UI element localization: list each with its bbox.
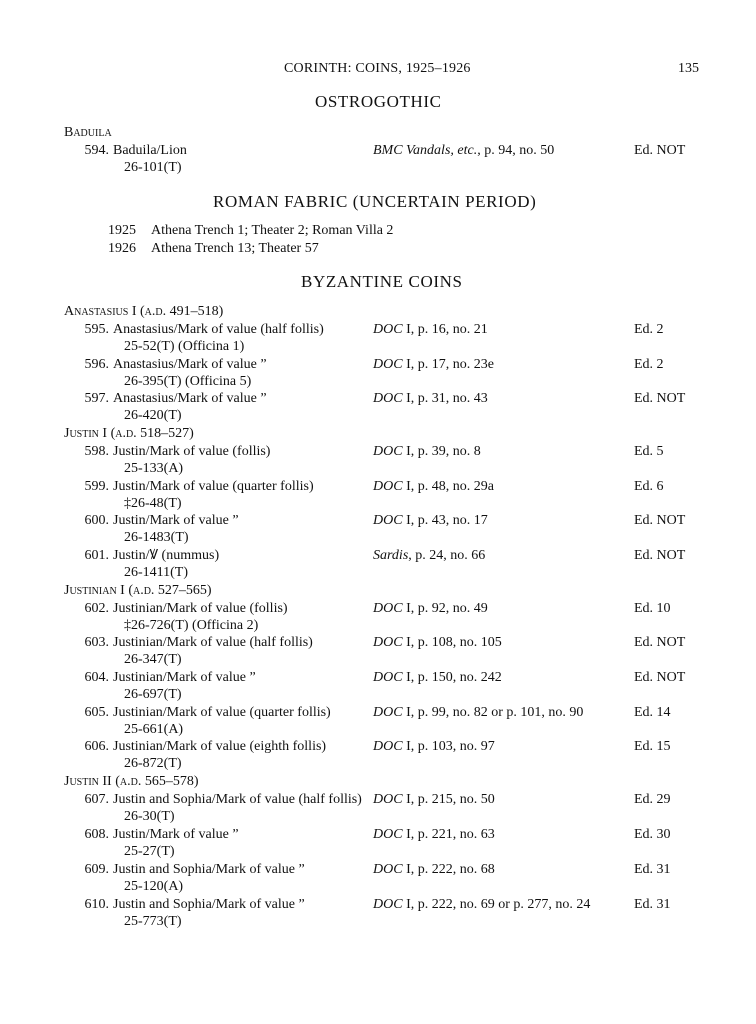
reference-source: DOC xyxy=(373,670,403,685)
entry-number: 598. xyxy=(84,444,109,459)
reference-location: I, p. 43, no. 17 xyxy=(402,513,488,528)
entry-inventory: 26-697(T) xyxy=(124,687,182,702)
entry-reference xyxy=(373,704,583,721)
entry-reference xyxy=(373,390,488,407)
entry-edition: Ed. 6 xyxy=(634,479,664,494)
reference-source: DOC xyxy=(373,705,403,720)
entry-reference xyxy=(373,142,554,159)
entry-number: 595. xyxy=(84,322,109,337)
reference-location: I, p. 39, no. 8 xyxy=(402,444,481,459)
entry-edition: Ed. 5 xyxy=(634,444,664,459)
entry-number: 600. xyxy=(84,513,109,528)
entry-edition: Ed. NOT xyxy=(634,391,686,406)
entry-inventory: 25-120(A) xyxy=(124,879,184,894)
entry-number: 602. xyxy=(84,601,109,616)
entry-inventory: 26-420(T) xyxy=(124,408,182,423)
reference-source: DOC xyxy=(373,391,403,406)
entry-edition: Ed. NOT xyxy=(634,143,686,158)
ruler-heading: Justinian I (a.d. 527–565) xyxy=(64,583,212,598)
entry-edition: Ed. NOT xyxy=(634,513,686,528)
entry-reference xyxy=(373,600,488,617)
entry-description: Justin/Mark of value ” xyxy=(113,513,239,528)
entry-description: Anastasius/Mark of value (half follis) xyxy=(113,322,324,337)
roman-fabric-year: 1926 xyxy=(108,241,136,256)
entry-reference xyxy=(373,861,495,878)
entry-inventory: 26-395(T) (Officina 5) xyxy=(124,374,252,389)
reference-source: DOC xyxy=(373,322,403,337)
reference-location: I, p. 215, no. 50 xyxy=(402,792,495,807)
entry-reference xyxy=(373,791,495,808)
reference-location: I, p. 48, no. 29a xyxy=(402,479,494,494)
entry-reference xyxy=(373,512,488,529)
entry-description: Justin/Ꝟ (nummus) xyxy=(113,548,220,563)
entry-reference xyxy=(373,669,502,686)
reference-source: DOC xyxy=(373,635,403,650)
entry-edition: Ed. NOT xyxy=(634,548,686,563)
entry-description: Justinian/Mark of value (follis) xyxy=(113,601,288,616)
entry-description: Justinian/Mark of value (quarter follis) xyxy=(113,705,331,720)
entry-description: Justinian/Mark of value (eighth follis) xyxy=(113,739,327,754)
section-title-ostrogothic: OSTROGOTHIC xyxy=(315,92,442,111)
entry-number: 599. xyxy=(84,479,109,494)
entry-edition: Ed. 10 xyxy=(634,601,671,616)
reference-location: , p. 24, no. 66 xyxy=(408,548,486,563)
running-header: CORINTH: COINS, 1925–1926 xyxy=(284,61,471,76)
reference-source: DOC xyxy=(373,862,403,877)
reference-location: I, p. 92, no. 49 xyxy=(402,601,488,616)
entry-reference xyxy=(373,321,488,338)
entry-inventory: 26-1483(T) xyxy=(124,530,189,545)
reference-source: DOC xyxy=(373,827,403,842)
entry-inventory: 25-52(T) (Officina 1) xyxy=(124,339,245,354)
reference-source: DOC xyxy=(373,479,403,494)
entry-edition: Ed. 2 xyxy=(634,322,664,337)
reference-location: I, p. 31, no. 43 xyxy=(402,391,488,406)
roman-fabric-text: Athena Trench 1; Theater 2; Roman Villa 2 xyxy=(151,223,394,238)
entry-number: 604. xyxy=(84,670,109,685)
reference-source: DOC xyxy=(373,897,403,912)
reference-source: DOC xyxy=(373,739,403,754)
entry-number: 597. xyxy=(84,391,109,406)
reference-source: DOC xyxy=(373,601,403,616)
entry-edition: Ed. 29 xyxy=(634,792,671,807)
entry-number: 610. xyxy=(84,897,109,912)
entry-inventory: 26-101(T) xyxy=(124,160,182,175)
reference-source: Sardis xyxy=(373,548,409,563)
entry-description: Justin and Sophia/Mark of value (half follis) xyxy=(113,792,362,807)
entry-inventory: 26-1411(T) xyxy=(124,565,189,580)
entry-description: Justin/Mark of value (follis) xyxy=(113,444,271,459)
entry-inventory: 25-773(T) xyxy=(124,914,182,929)
ruler-heading: Justin II (a.d. 565–578) xyxy=(64,774,199,789)
reference-source: DOC xyxy=(373,792,403,807)
reference-source: BMC Vandals, etc. xyxy=(373,143,478,158)
entry-number: 594. xyxy=(84,143,109,158)
entry-edition: Ed. NOT xyxy=(634,670,686,685)
reference-location: , p. 94, no. 50 xyxy=(477,143,555,158)
entry-description: Justin and Sophia/Mark of value ” xyxy=(113,897,305,912)
reference-location: I, p. 150, no. 242 xyxy=(402,670,502,685)
entry-edition: Ed. 30 xyxy=(634,827,671,842)
entry-inventory: ‡26-726(T) (Officina 2) xyxy=(124,618,259,633)
entry-number: 605. xyxy=(84,705,109,720)
reference-location: I, p. 99, no. 82 or p. 101, no. 90 xyxy=(402,705,584,720)
reference-location: I, p. 16, no. 21 xyxy=(402,322,488,337)
entry-reference xyxy=(373,547,485,564)
entry-edition: Ed. 2 xyxy=(634,357,664,372)
entry-reference xyxy=(373,356,494,373)
entry-inventory: 25-661(A) xyxy=(124,722,184,737)
entry-inventory: 26-872(T) xyxy=(124,756,182,771)
entry-inventory: 26-347(T) xyxy=(124,652,182,667)
reference-source: DOC xyxy=(373,357,403,372)
ruler-heading: Justin I (a.d. 518–527) xyxy=(64,426,194,441)
section-title-byzantine: BYZANTINE COINS xyxy=(301,272,463,291)
entry-reference xyxy=(373,826,495,843)
entry-reference xyxy=(373,896,590,913)
entry-description: Anastasius/Mark of value ” xyxy=(113,391,267,406)
entry-reference xyxy=(373,443,481,460)
entry-inventory: 26-30(T) xyxy=(124,809,175,824)
entry-inventory: 25-27(T) xyxy=(124,844,175,859)
entry-number: 606. xyxy=(84,739,109,754)
entry-inventory: ‡26-48(T) xyxy=(124,496,182,511)
reference-location: I, p. 222, no. 68 xyxy=(402,862,495,877)
page-number: 135 xyxy=(678,61,699,76)
entry-edition: Ed. 14 xyxy=(634,705,671,720)
reference-location: I, p. 108, no. 105 xyxy=(402,635,502,650)
entry-number: 608. xyxy=(84,827,109,842)
entry-number: 596. xyxy=(84,357,109,372)
entry-description: Justin and Sophia/Mark of value ” xyxy=(113,862,305,877)
roman-fabric-text: Athena Trench 13; Theater 57 xyxy=(151,241,319,256)
entry-description: Justinian/Mark of value (half follis) xyxy=(113,635,313,650)
reference-location: I, p. 222, no. 69 or p. 277, no. 24 xyxy=(402,897,591,912)
entry-reference xyxy=(373,634,502,651)
reference-location: I, p. 17, no. 23e xyxy=(402,357,494,372)
reference-location: I, p. 221, no. 63 xyxy=(402,827,495,842)
entry-inventory: 25-133(A) xyxy=(124,461,184,476)
entry-description: Baduila/Lion xyxy=(113,143,187,158)
entry-number: 607. xyxy=(84,792,109,807)
reference-location: I, p. 103, no. 97 xyxy=(402,739,495,754)
entry-edition: Ed. 15 xyxy=(634,739,671,754)
reference-source: DOC xyxy=(373,513,403,528)
entry-edition: Ed. 31 xyxy=(634,897,671,912)
entry-edition: Ed. NOT xyxy=(634,635,686,650)
entry-reference xyxy=(373,738,495,755)
section-title-roman-fabric: ROMAN FABRIC (UNCERTAIN PERIOD) xyxy=(213,192,537,211)
entry-reference xyxy=(373,478,494,495)
entry-description: Justinian/Mark of value ” xyxy=(113,670,256,685)
entry-edition: Ed. 31 xyxy=(634,862,671,877)
entry-description: Anastasius/Mark of value ” xyxy=(113,357,267,372)
ruler-heading: Anastasius I (a.d. 491–518) xyxy=(64,304,224,319)
reference-source: DOC xyxy=(373,444,403,459)
entry-description: Justin/Mark of value ” xyxy=(113,827,239,842)
entry-number: 601. xyxy=(84,548,109,563)
entry-number: 609. xyxy=(84,862,109,877)
entry-number: 603. xyxy=(84,635,109,650)
ruler-heading: Baduila xyxy=(64,125,112,140)
entry-description: Justin/Mark of value (quarter follis) xyxy=(113,479,314,494)
roman-fabric-year: 1925 xyxy=(108,223,136,238)
